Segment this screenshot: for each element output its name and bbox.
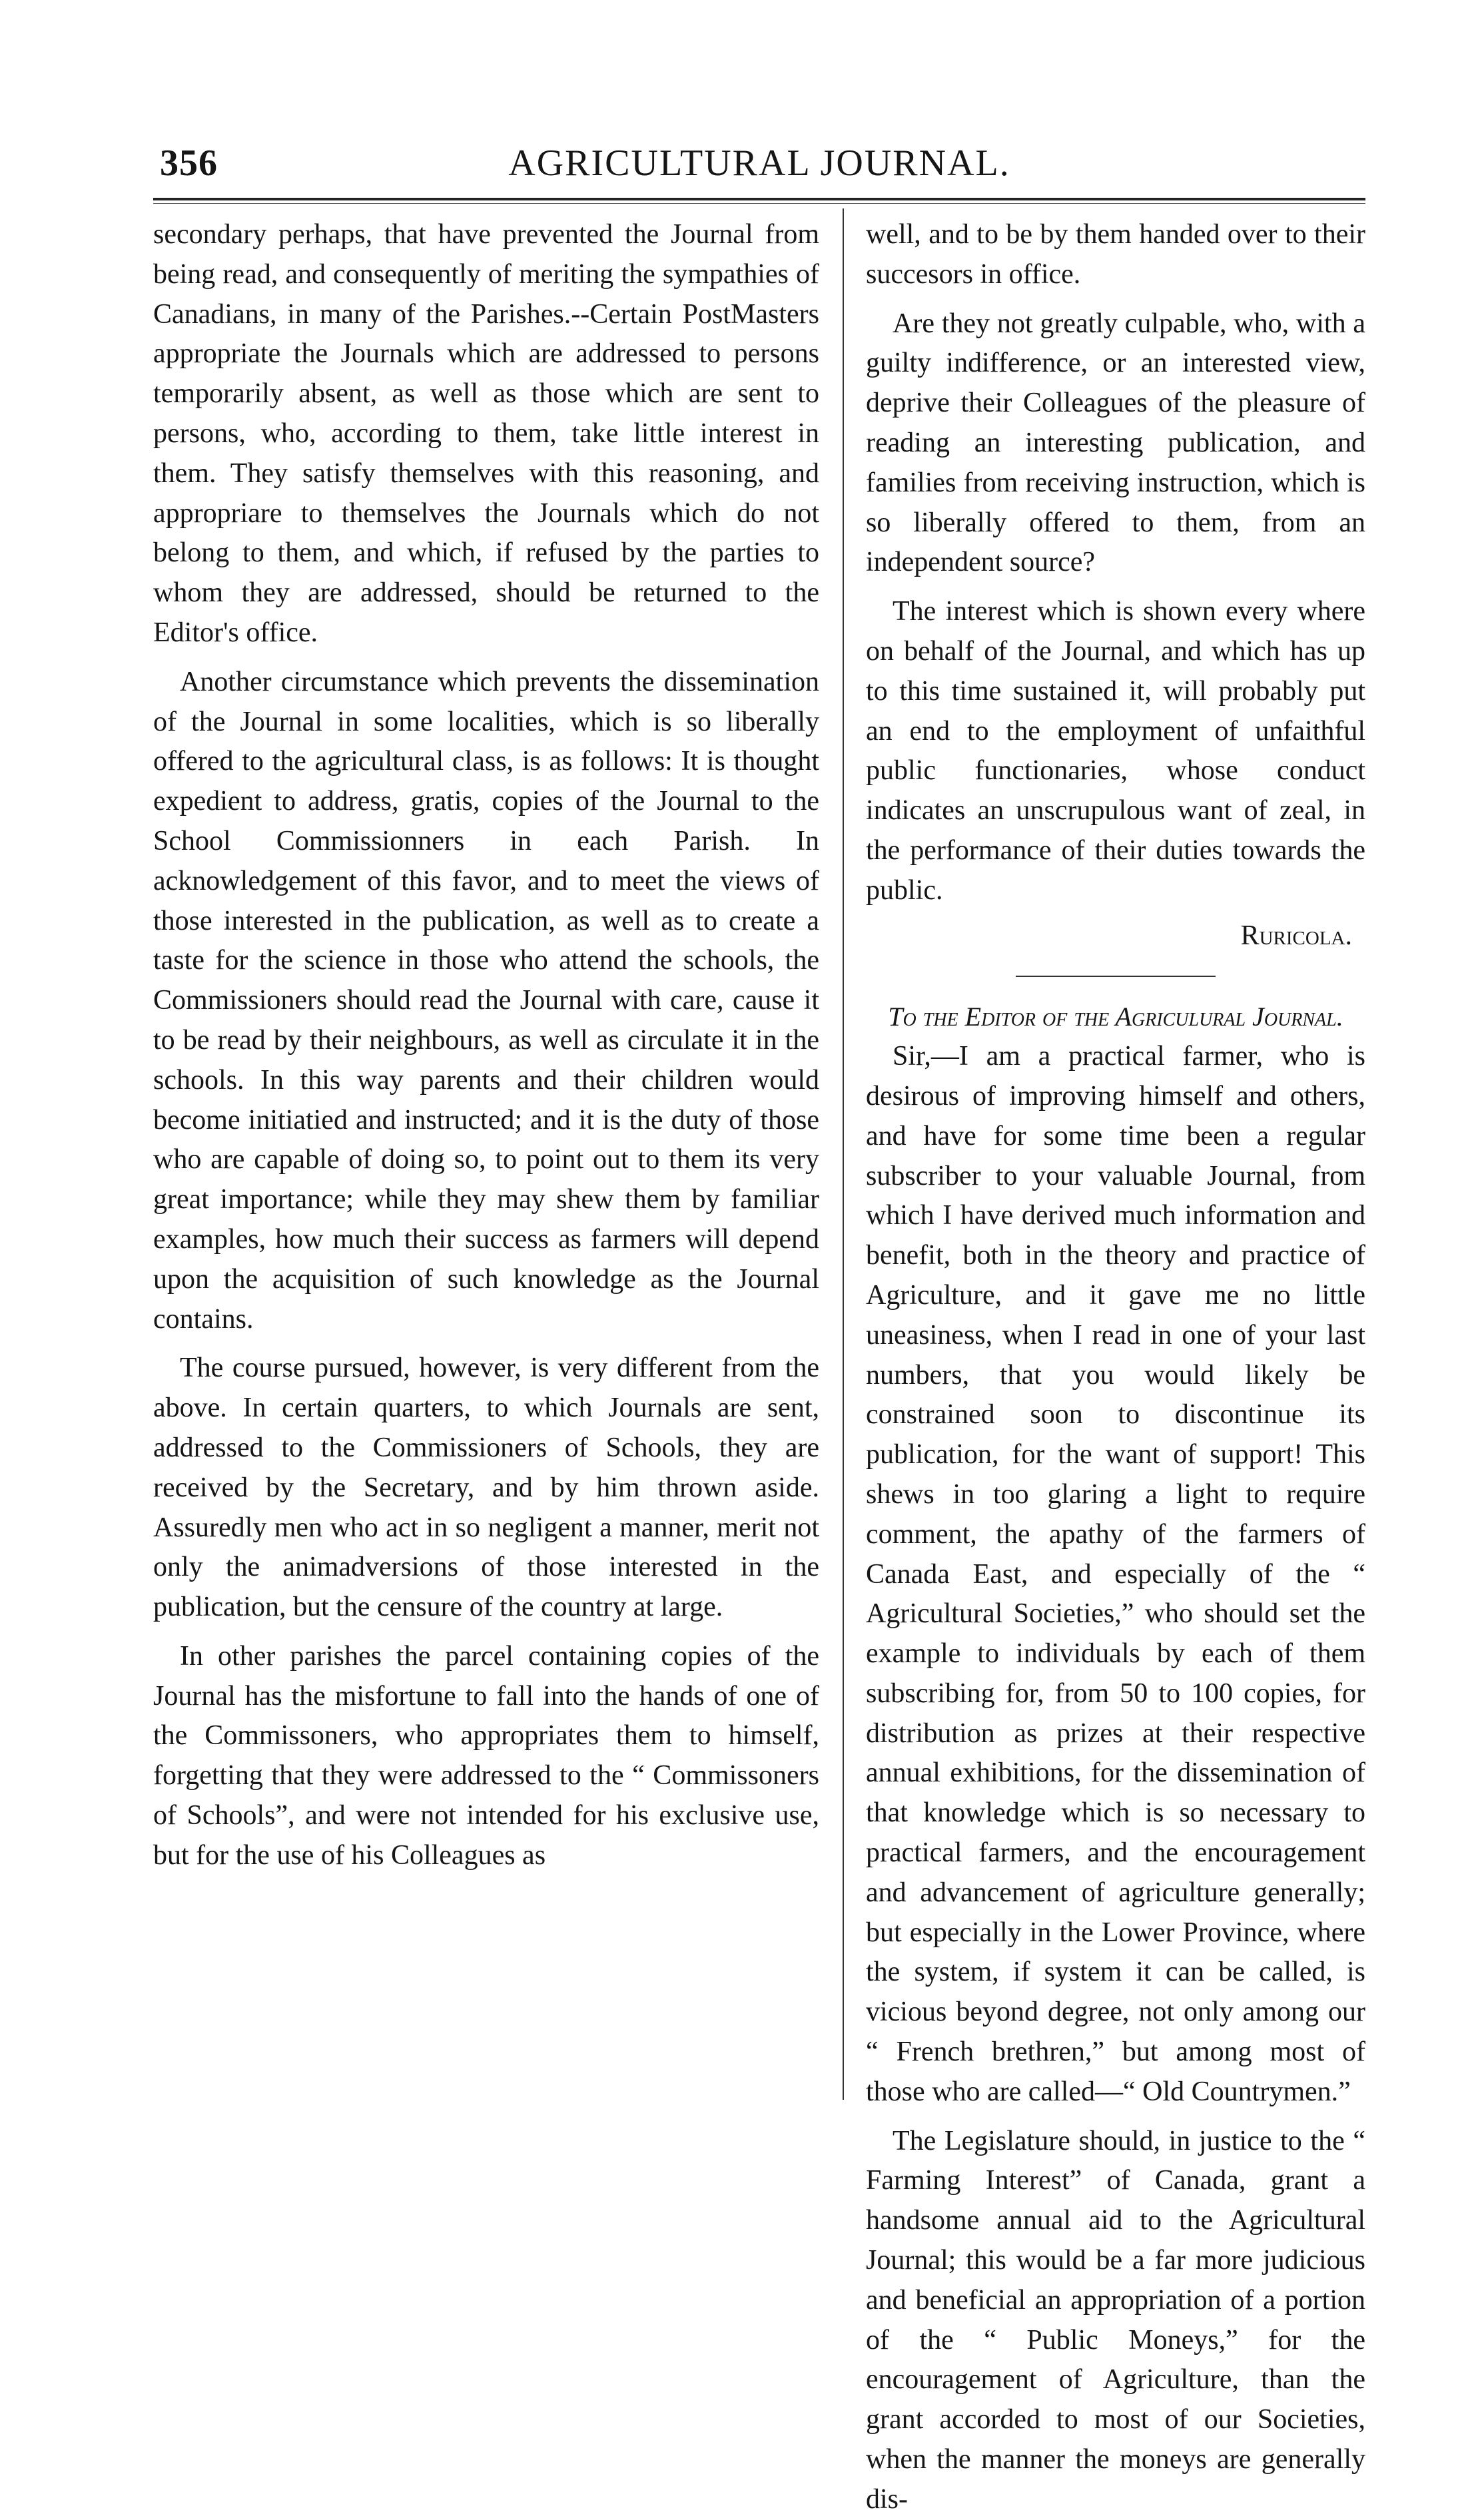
letter-paragraph-2: The Legislature should, in justice to the “ Farming Interest” of Canada, grant a handsome annual aid to the Agricultural Journal; this would be a far more judicious and beneficial an appropriation of a portion of the “ Public Moneys,” for the encouragement of Agriculture, than the grant accorded to most of our Societies, when the manner the moneys are generally dis-: [866, 2125, 1365, 2515]
right-column: [866, 215, 1365, 2520]
left-paragraph-3: The course pursued, however, is very different from the above. In certain quarters, to which Journals are sent, addressed to the Commissioners of Schools, they are received by the Secretary, and by him thrown aside. Assuredly men who act in so negligent a manner, merit not only the animadversions of those interested in the publication, but the censure of the country at large.: [153, 1353, 819, 1623]
right-paragraph-1: well, and to be by them handed over to their succesors in office.: [866, 219, 1365, 290]
header-rule: [153, 198, 1365, 200]
letter-paragraph-1: Sir,—I am a practical farmer, who is desirous of improving himself and others, and have for some time been a regular subscriber to your valuable Journal, from which I have derived much information and benefit, both in the theory and practice of Agriculture, and it gave me no little uneasiness, when I read in one of your last numbers, that you would likely be constrained soon to discontinue its publication, for the want of support! This shews in too glaring a light to require comment, the apathy of the farmers of Canada East, and especially of the “ Agricultural Societies,” who should set the example to individuals by each of them subscribing for, from 50 to 100 copies, for distribution as prizes at their respective annual exhibitions, for the dissemination of that knowledge which is so necessary to practical farmers, and the encouragement and advancement of agriculture generally; but especially in the Lower Province, where the system, if system it can be called, is vicious beyond degree, not only among our “ French brethren,” but among most of those who are called—“ Old Countrymen.”: [866, 1041, 1365, 2107]
journal-title: AGRICULTURAL JOURNAL.: [508, 143, 1010, 184]
left-paragraph-2: Another circumstance which prevents the dissemination of the Journal in some localities, which is so liberally offered to the agricultural class, is as follows: It is thought expedient to address, gratis, copies of the Journal to the School Commissionners in each Parish. In acknowledgement of this favor, and to meet the views of those interested in the publication, as well as to create a taste for the science in those who attend the schools, the Commissioners should read the Journal with care, cause it to be read by their neighbours, as well as circulate it in the schools. In this way parents and their children would become initiatied and instructed; and it is the duty of those who are capable of doing so, to point out to them its very great importance; while they may shew them by familiar examples, how much their success as farmers will depend upon the acquisition of such knowledge as the Journal contains.: [153, 666, 819, 1335]
running-head: [153, 137, 1365, 196]
left-column: [153, 215, 819, 1876]
left-paragraph-1: secondary perhaps, that have prevented the Journal from being read, and consequently of meriting the sympathies of Canadians, in many of the Parishes.--Certain PostMasters appropriate the Journals which are addressed to persons temporarily absent, as well as those which are sent to persons, who, according to them, take little interest in them. They satisfy themselves with this reasoning, and appropriare to themselves the Journals which do not belong to them, and which, if refused by the parties to whom they are addressed, should be returned to the Editor's office.: [153, 219, 819, 648]
page-number: 356: [160, 143, 218, 184]
page: [153, 137, 1365, 2515]
header-rule-thin: [153, 203, 1365, 204]
left-paragraph-4: In other parishes the parcel containing copies of the Journal has the misfortune to fall into the hands of one of the Commissoners, who appropriates them to himself, forgetting that they were addressed to the “ Commissoners of Schools”, and were not intended for his exclusive use, but for the use of his Colleagues as: [153, 1640, 819, 1871]
signature: Ruricola.: [1240, 920, 1352, 951]
right-paragraph-2: Are they not greatly culpable, who, with a guilty indifference, or an interested view, deprive their Colleagues of the pleasure of reading an interesting publication, and families from receiving instruction, which is so liberally offered to them, from an independent source?: [866, 308, 1365, 578]
section-separator: [1016, 976, 1216, 977]
right-paragraph-3: The interest which is shown every where on behalf of the Journal, and which has up to this time sustained it, will probably put an end to the employment of unfaithful public functionaries, whose conduct indicates an unscrupulous want of zeal, in the performance of their duties towards the public.: [866, 596, 1365, 906]
column-divider: [843, 208, 844, 2100]
letter-heading: To the Editor of the Agriculural Journal.: [888, 1002, 1343, 1032]
